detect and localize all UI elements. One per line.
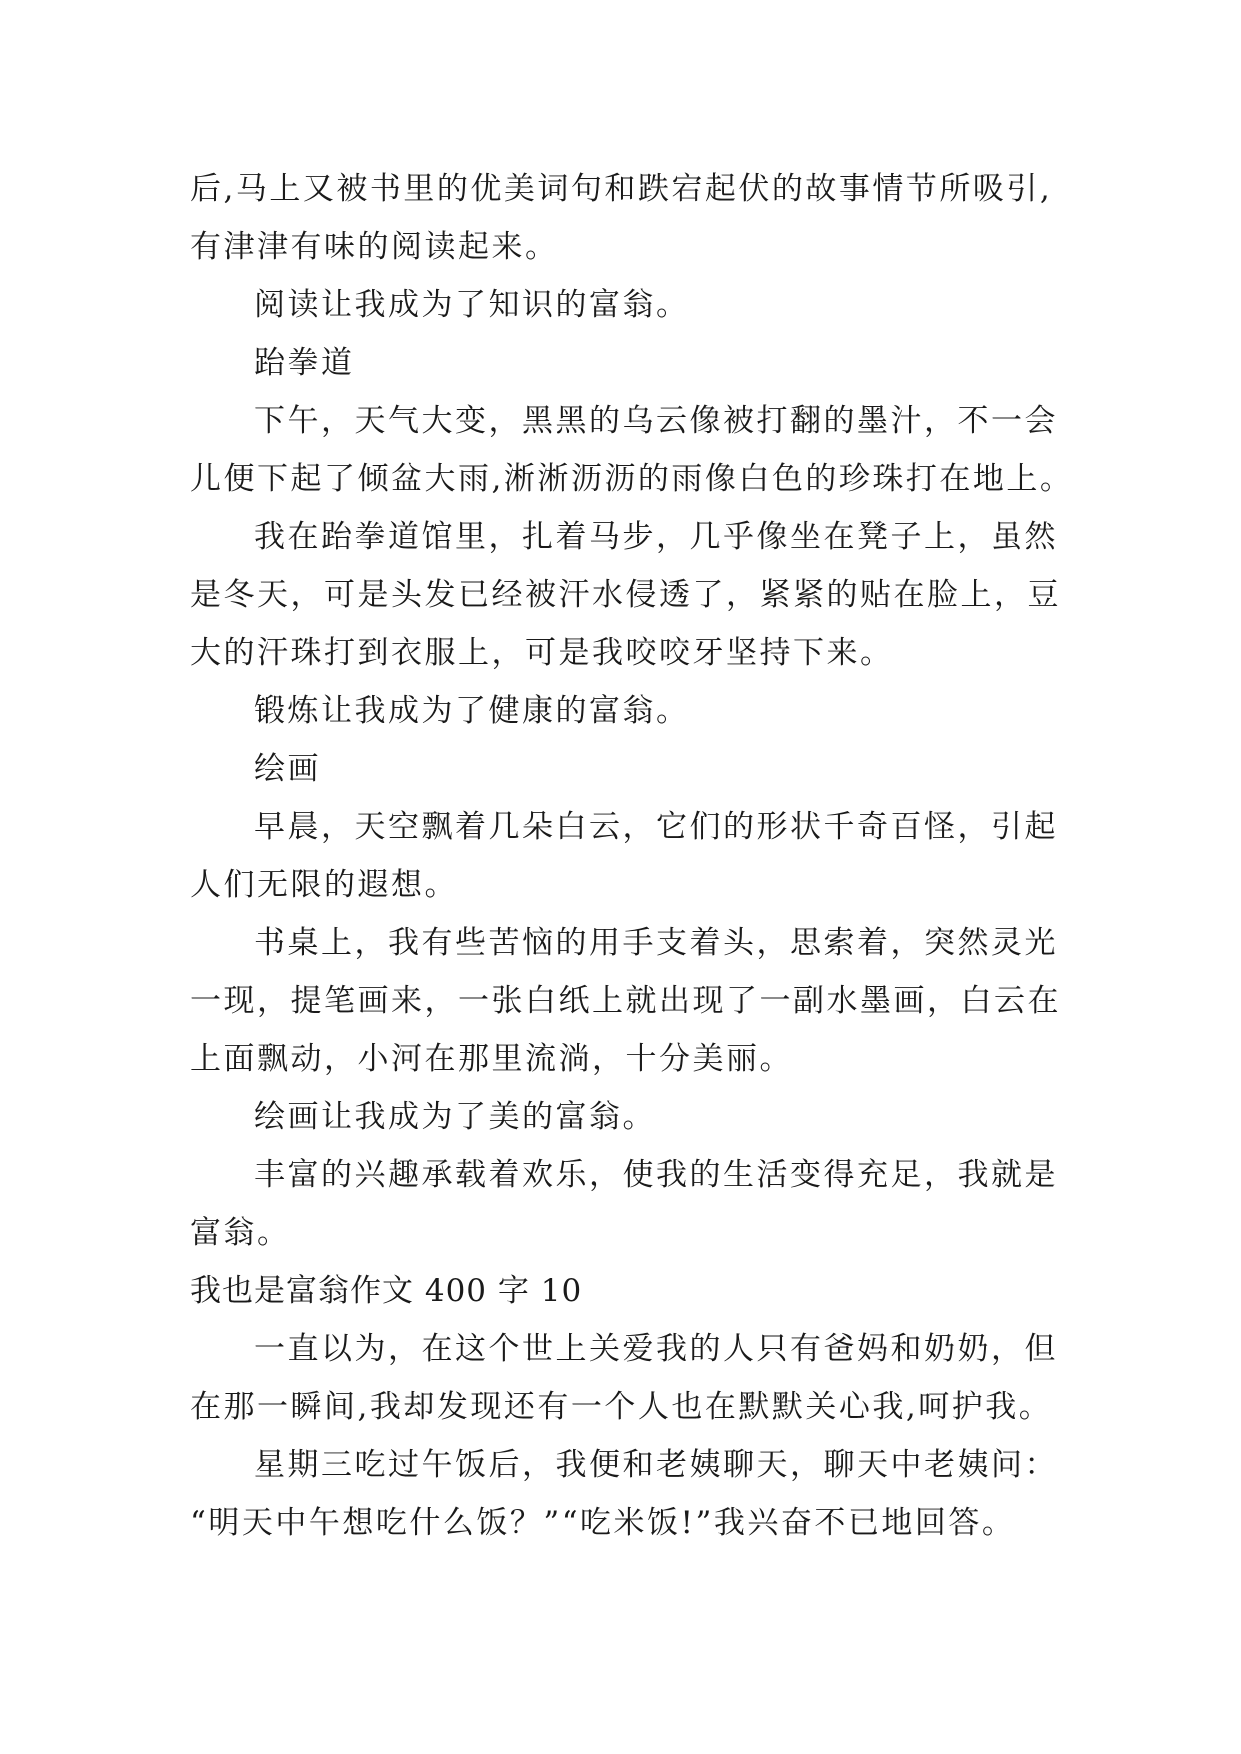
text-line: 富翁。	[190, 1215, 291, 1251]
text-line: 书桌上，我有些苦恼的用手支着头，思索着，突然灵光	[254, 925, 1058, 961]
text-line: 有津津有味的阅读起来。	[190, 229, 559, 265]
text-line: 锻炼让我成为了健康的富翁。	[254, 693, 690, 729]
text-line: 是冬天，可是头发已经被汗水侵透了，紧紧的贴在脸上，豆	[190, 577, 1061, 613]
text-line: 在那一瞬间,我却发现还有一个人也在默默关心我,呵护我。	[190, 1389, 1053, 1425]
text-line: “明天中午想吃什么饭？”“吃米饭!”我兴奋不已地回答。	[190, 1505, 1016, 1541]
text-line: 一现，提笔画来，一张白纸上就出现了一副水墨画，白云在	[190, 983, 1061, 1019]
text-line: 丰富的兴趣承载着欢乐，使我的生活变得充足，我就是	[254, 1157, 1058, 1193]
text-line: 上面飘动，小河在那里流淌，十分美丽。	[190, 1041, 793, 1077]
text-line: 儿便下起了倾盆大雨,淅淅沥沥的雨像白色的珍珠打在地上。	[190, 461, 1074, 497]
section-heading-taekwondo: 跆拳道	[254, 345, 355, 381]
text-line: 一直以为，在这个世上关爱我的人只有爸妈和奶奶，但	[254, 1331, 1058, 1367]
text-line: 早晨，天空飘着几朵白云，它们的形状千奇百怪，引起	[254, 809, 1058, 845]
essay-title: 我也是富翁作文 400 字 10	[190, 1273, 583, 1309]
text-line: 人们无限的遐想。	[190, 867, 458, 903]
text-line: 下午，天气大变，黑黑的乌云像被打翻的墨汁，不一会	[254, 403, 1058, 439]
text-line: 星期三吃过午饭后，我便和老姨聊天，聊天中老姨问：	[254, 1447, 1058, 1483]
text-line: 阅读让我成为了知识的富翁。	[254, 287, 690, 323]
text-line: 后,马上又被书里的优美词句和跌宕起伏的故事情节所吸引,	[190, 171, 1053, 207]
text-line: 大的汗珠打到衣服上，可是我咬咬牙坚持下来。	[190, 635, 894, 671]
text-line: 绘画让我成为了美的富翁。	[254, 1099, 656, 1135]
document-body	[190, 160, 1080, 1552]
section-heading-painting: 绘画	[254, 751, 321, 787]
text-line: 我在跆拳道馆里，扎着马步，几乎像坐在凳子上，虽然	[254, 519, 1058, 555]
